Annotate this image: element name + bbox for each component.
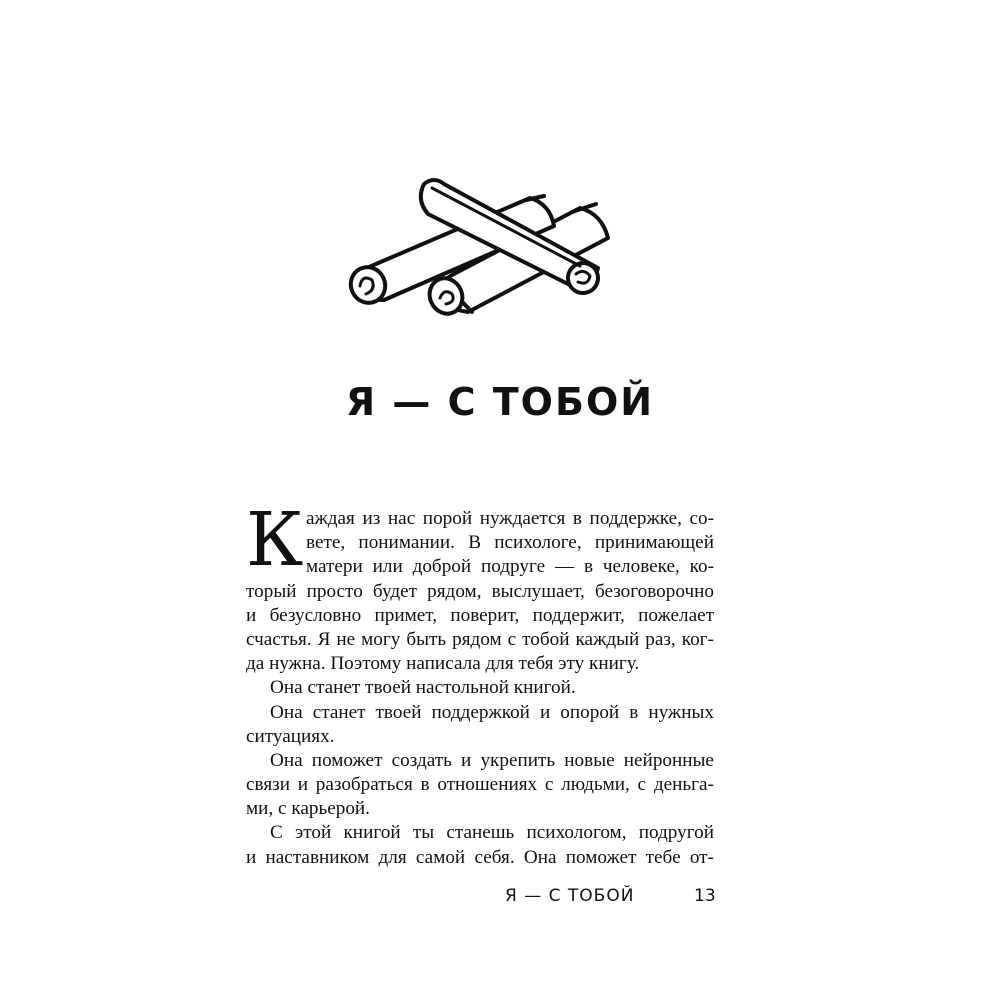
text-line: Она поможет создать и укрепить новые нейронные bbox=[270, 749, 714, 771]
running-title: Я — С ТОБОЙ bbox=[505, 886, 635, 906]
page-number: 13 bbox=[694, 886, 716, 906]
chapter-title: Я — С ТОБОЙ bbox=[345, 380, 655, 424]
text-line: связи и разобраться в отношениях с людьми, с деньга- bbox=[246, 774, 714, 796]
text-line: вете, понимании. В психологе, принимающей bbox=[306, 532, 714, 554]
cinnamon-sticks-illustration bbox=[340, 170, 610, 320]
text-line: ситуациях. bbox=[246, 725, 335, 747]
text-line: матери или доброй подруге — в человеке, ко- bbox=[306, 556, 714, 578]
text-line: аждая из нас порой нуждается в поддержке, со- bbox=[306, 508, 714, 529]
text-line: С этой книгой ты станешь психологом, подругой bbox=[270, 822, 714, 844]
text-line: ми, с карьерой. bbox=[246, 798, 370, 820]
text-line: и наставником для самой себя. Она поможет тебе от- bbox=[246, 846, 714, 868]
body-text bbox=[246, 497, 714, 870]
text-line: и безусловно примет, поверит, поддержит, пожелает bbox=[246, 604, 714, 626]
text-line: торый просто будет рядом, выслушает, безоговорочно bbox=[246, 580, 714, 602]
text-line: счастья. Я не могу быть рядом с тобой каждый раз, ког- bbox=[246, 628, 714, 650]
text-line: Она станет твоей поддержкой и опорой в нужных bbox=[270, 701, 714, 723]
first-paragraph bbox=[246, 497, 714, 676]
text-line: Она станет твоей настольной книгой. bbox=[270, 677, 576, 699]
text-line: да нужна. Поэтому написала для тебя эту книгу. bbox=[246, 653, 640, 675]
drop-cap: К bbox=[246, 497, 304, 583]
